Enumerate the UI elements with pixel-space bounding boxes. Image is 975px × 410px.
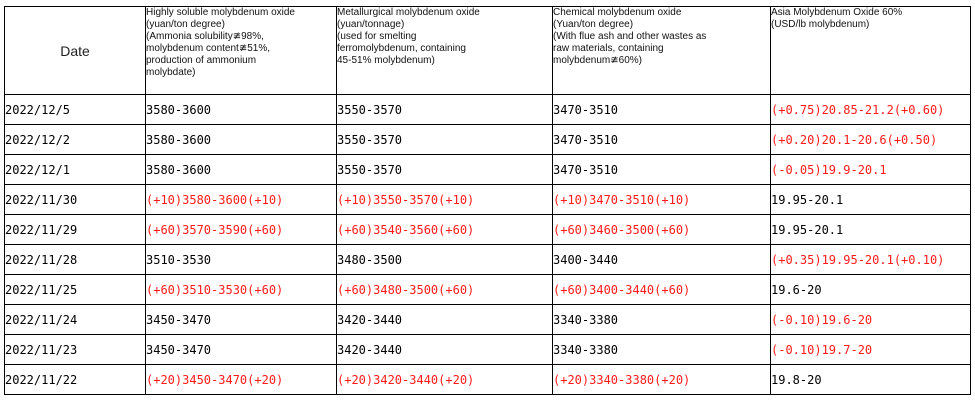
table-row <box>5 245 971 275</box>
header-asia-molybdenum-oxide <box>771 7 971 95</box>
asia-price-cell: (+0.75)20.85-21.2(+0.60) <box>771 95 971 125</box>
table-row <box>5 125 971 155</box>
date-cell: 2022/11/22 <box>5 365 146 395</box>
asia-price-cell: 19.8-20 <box>771 365 971 395</box>
header-row <box>5 7 971 95</box>
date-cell: 2022/11/29 <box>5 215 146 245</box>
header-line: raw materials, containing <box>553 43 664 54</box>
date-cell: 2022/12/1 <box>5 155 146 185</box>
date-cell: 2022/12/5 <box>5 95 146 125</box>
date-cell: 2022/11/28 <box>5 245 146 275</box>
header-line: (With flue ash and other wastes as <box>553 31 707 42</box>
date-cell: 2022/11/24 <box>5 305 146 335</box>
header-chemical-molybdenum-oxide <box>553 7 771 95</box>
table-row <box>5 155 971 185</box>
table-row <box>5 215 971 245</box>
chemical-price-cell: (+20)3340-3380(+20) <box>553 365 771 395</box>
asia-price-cell: (-0.05)19.9-20.1 <box>771 155 971 185</box>
metallurgical-price-cell: 3480-3500 <box>337 245 553 275</box>
molybdenum-price-table <box>4 6 971 395</box>
header-line: (USD/lb molybdenum) <box>771 19 870 30</box>
highly-soluble-price-cell: (+10)3580-3600(+10) <box>146 185 337 215</box>
chemical-price-cell: 3470-3510 <box>553 155 771 185</box>
table-row <box>5 95 971 125</box>
asia-price-cell: (-0.10)19.6-20 <box>771 305 971 335</box>
metallurgical-price-cell: (+60)3540-3560(+60) <box>337 215 553 245</box>
header-line: (Yuan/ton degree) <box>553 19 634 30</box>
metallurgical-price-cell: (+10)3550-3570(+10) <box>337 185 553 215</box>
asia-price-cell: (+0.20)20.1-20.6(+0.50) <box>771 125 971 155</box>
header-line: production of ammonium <box>146 55 257 66</box>
highly-soluble-price-cell: 3580-3600 <box>146 125 337 155</box>
highly-soluble-price-cell: (+60)3510-3530(+60) <box>146 275 337 305</box>
header-line: Asia Molybdenum Oxide 60% <box>771 7 903 18</box>
header-line: Metallurgical molybdenum oxide <box>337 7 480 18</box>
metallurgical-price-cell: 3550-3570 <box>337 95 553 125</box>
header-line: (used for smelting <box>337 31 417 42</box>
date-cell: 2022/12/2 <box>5 125 146 155</box>
header-line: Chemical molybdenum oxide <box>553 7 682 18</box>
asia-price-cell: 19.95-20.1 <box>771 185 971 215</box>
highly-soluble-price-cell: (+60)3570-3590(+60) <box>146 215 337 245</box>
table-row <box>5 365 971 395</box>
metallurgical-price-cell: 3550-3570 <box>337 125 553 155</box>
chemical-price-cell: 3340-3380 <box>553 305 771 335</box>
header-line: molybdenum content≇51%, <box>146 43 271 54</box>
asia-price-cell: 19.95-20.1 <box>771 215 971 245</box>
header-line: (Ammonia solubility≇98%, <box>146 31 264 42</box>
chemical-price-cell: 3340-3380 <box>553 335 771 365</box>
header-line: 45-51% molybdenum) <box>337 55 435 66</box>
header-metallurgical-molybdenum-oxide <box>337 7 553 95</box>
table-row <box>5 335 971 365</box>
highly-soluble-price-cell: 3580-3600 <box>146 95 337 125</box>
chemical-price-cell: (+60)3460-3500(+60) <box>553 215 771 245</box>
asia-price-cell: (-0.10)19.7-20 <box>771 335 971 365</box>
metallurgical-price-cell: (+20)3420-3440(+20) <box>337 365 553 395</box>
header-date: Date <box>5 7 146 95</box>
header-line: molybdate) <box>146 67 196 78</box>
metallurgical-price-cell: 3550-3570 <box>337 155 553 185</box>
asia-price-cell: 19.6-20 <box>771 275 971 305</box>
chemical-price-cell: 3470-3510 <box>553 125 771 155</box>
date-cell: 2022/11/23 <box>5 335 146 365</box>
metallurgical-price-cell: 3420-3440 <box>337 305 553 335</box>
header-line: (yuan/tonnage) <box>337 19 405 30</box>
header-line: ferromolybdenum, containing <box>337 43 466 54</box>
header-line: Highly soluble molybdenum oxide <box>146 7 295 18</box>
table-row <box>5 185 971 215</box>
date-cell: 2022/11/25 <box>5 275 146 305</box>
chemical-price-cell: (+60)3400-3440(+60) <box>553 275 771 305</box>
header-line: (yuan/ton degree) <box>146 19 225 30</box>
highly-soluble-price-cell: 3450-3470 <box>146 335 337 365</box>
date-cell: 2022/11/30 <box>5 185 146 215</box>
chemical-price-cell: (+10)3470-3510(+10) <box>553 185 771 215</box>
chemical-price-cell: 3470-3510 <box>553 95 771 125</box>
highly-soluble-price-cell: 3580-3600 <box>146 155 337 185</box>
chemical-price-cell: 3400-3440 <box>553 245 771 275</box>
table-row <box>5 275 971 305</box>
highly-soluble-price-cell: 3510-3530 <box>146 245 337 275</box>
asia-price-cell: (+0.35)19.95-20.1(+0.10) <box>771 245 971 275</box>
metallurgical-price-cell: (+60)3480-3500(+60) <box>337 275 553 305</box>
metallurgical-price-cell: 3420-3440 <box>337 335 553 365</box>
table-row <box>5 305 971 335</box>
header-highly-soluble-molybdenum-oxide <box>146 7 337 95</box>
header-line: molybdenum≇60%) <box>553 55 642 66</box>
highly-soluble-price-cell: 3450-3470 <box>146 305 337 335</box>
highly-soluble-price-cell: (+20)3450-3470(+20) <box>146 365 337 395</box>
